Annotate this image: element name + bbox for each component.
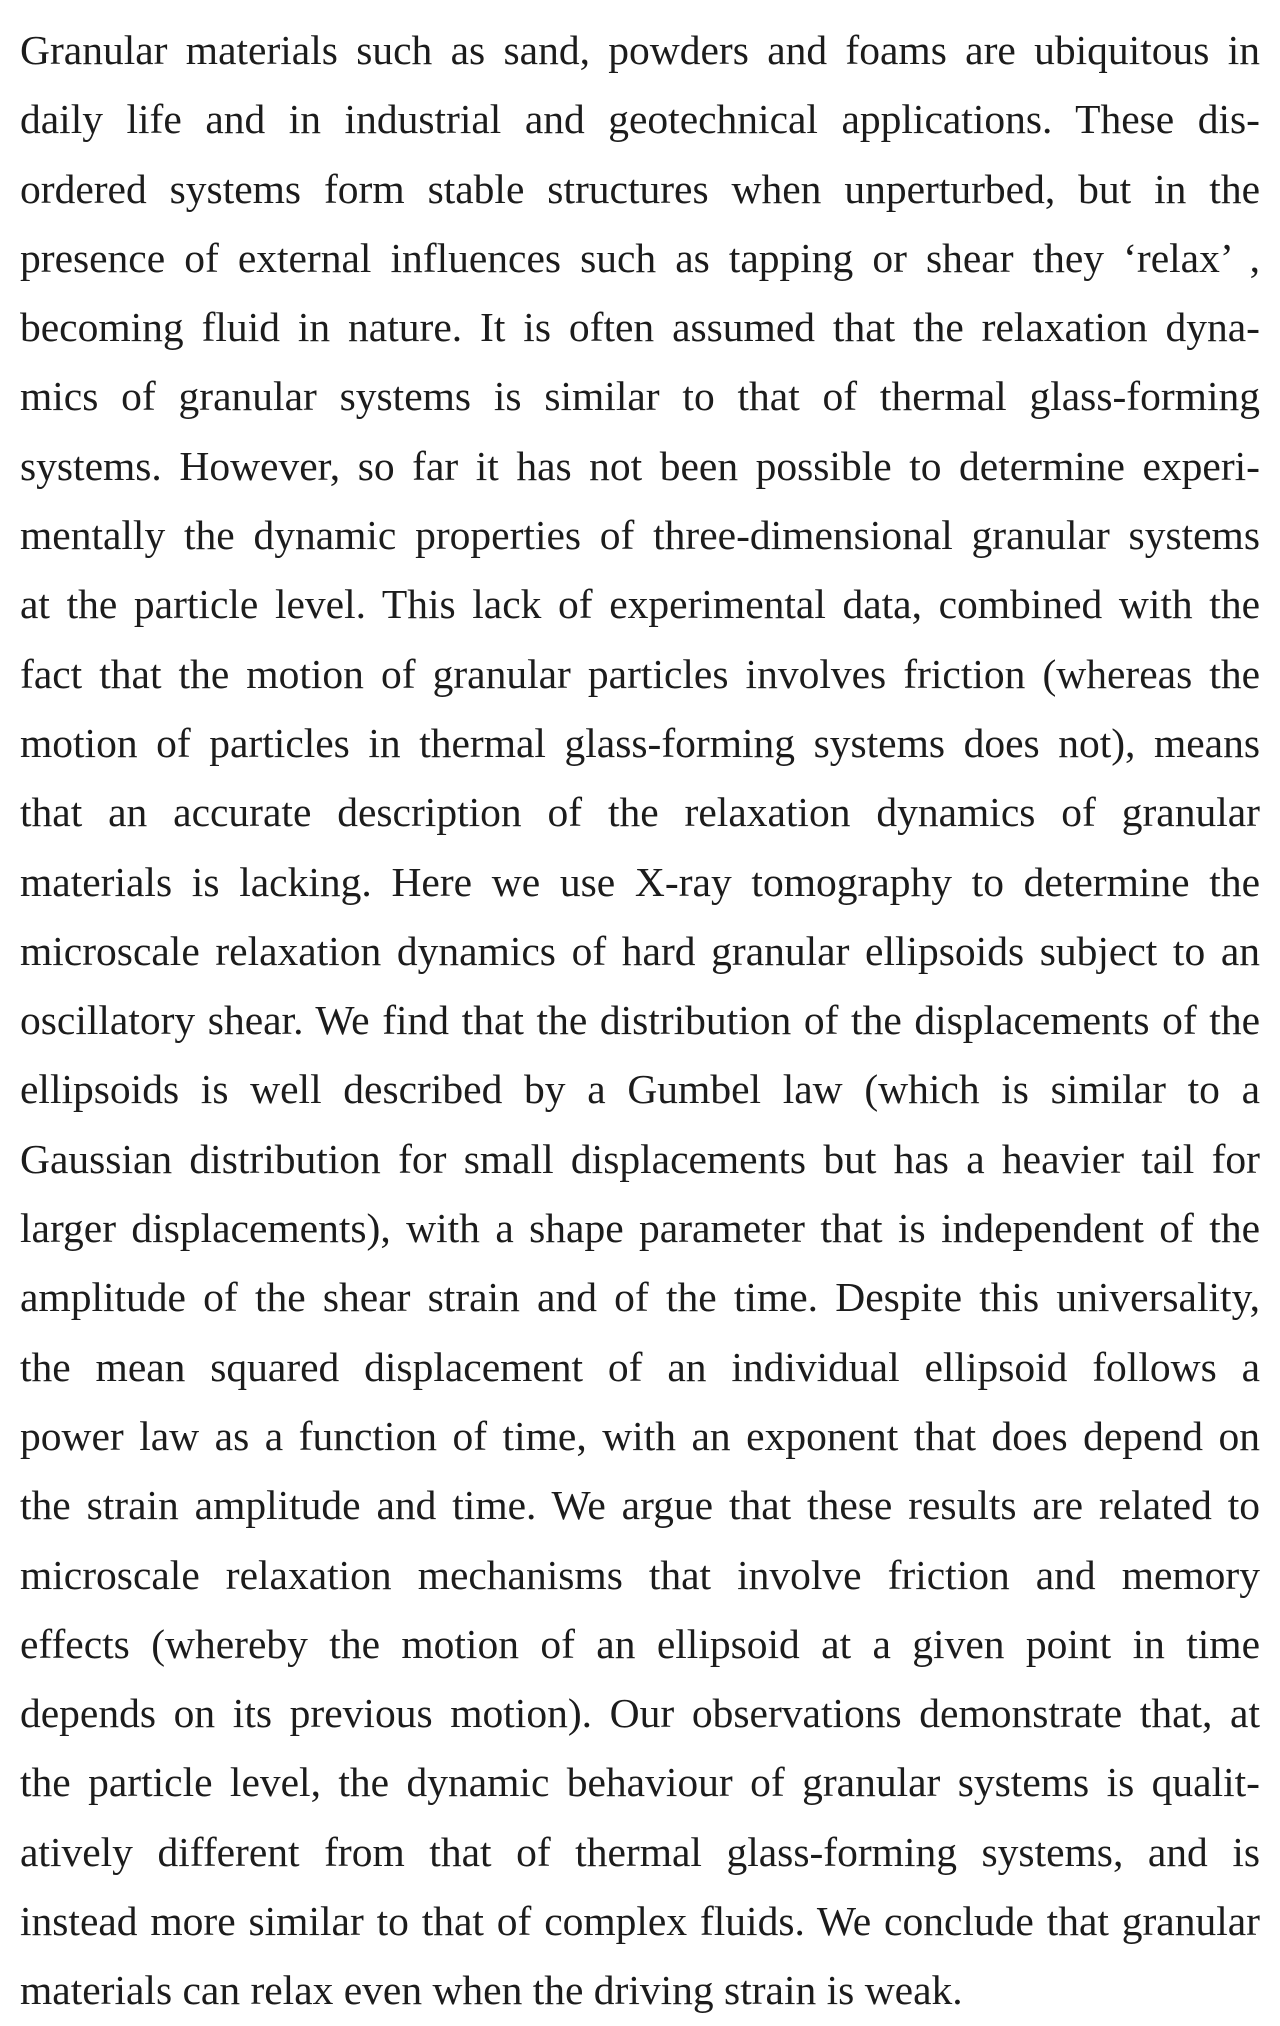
text-line: Gaussian distribution for small displacements but has a heavier tail for (20, 1135, 1260, 1182)
text-line: becoming fluid in nature. It is often assumed that the relaxation dyna- (20, 304, 1260, 351)
text-line: ordered systems form stable structures when unperturbed, but in the (20, 165, 1260, 212)
text-line: instead more similar to that of complex fluids. We conclude that granular (20, 1898, 1260, 1945)
text-line: the mean squared displacement of an individual ellipsoid follows a (20, 1343, 1260, 1390)
text-line: the strain amplitude and time. We argue that these results are related to (20, 1482, 1260, 1529)
text-line: daily life and in industrial and geotechnical applications. These dis- (20, 96, 1260, 143)
text-line: motion of particles in thermal glass-forming systems does not), means (20, 719, 1260, 766)
text-line: materials can relax even when the driving strain is weak. (20, 1967, 963, 2014)
text-line: oscillatory shear. We find that the distribution of the displacements of the (20, 997, 1260, 1044)
text-line: microscale relaxation mechanisms that involve friction and memory (20, 1551, 1260, 1598)
text-line: microscale relaxation dynamics of hard granular ellipsoids subject to an (20, 927, 1260, 974)
text-line: larger displacements), with a shape parameter that is independent of the (20, 1205, 1260, 1252)
text-line: effects (whereby the motion of an ellipsoid at a given point in time (20, 1620, 1260, 1667)
text-line: that an accurate description of the relaxation dynamics of granular (20, 789, 1260, 836)
text-line: systems. However, so far it has not been possible to determine experi- (20, 442, 1260, 489)
text-line: presence of external influences such as tapping or shear they ‘relax’ , (20, 234, 1260, 281)
text-line: atively different from that of thermal glass-forming systems, and is (20, 1828, 1260, 1875)
text-line: power law as a function of time, with an exponent that does depend on (20, 1412, 1260, 1459)
text-line: the particle level, the dynamic behaviour of granular systems is qualit- (20, 1759, 1260, 1806)
abstract-paragraph (20, 16, 1260, 2026)
text-line: ellipsoids is well described by a Gumbel law (which is similar to a (20, 1066, 1260, 1113)
text-line: at the particle level. This lack of experimental data, combined with the (20, 581, 1260, 628)
text-line: mics of granular systems is similar to that of thermal glass-forming (20, 373, 1260, 420)
text-line: amplitude of the shear strain and of the time. Despite this universality, (20, 1274, 1260, 1321)
text-line: depends on its previous motion). Our observations demonstrate that, at (20, 1690, 1260, 1737)
text-line: Granular materials such as sand, powders and foams are ubiquitous in (20, 27, 1260, 73)
text-line: mentally the dynamic properties of three-dimensional granular systems (20, 512, 1260, 559)
text-line: fact that the motion of granular particles involves friction (whereas the (20, 650, 1260, 697)
text-line: materials is lacking. Here we use X-ray tomography to determine the (20, 858, 1260, 905)
